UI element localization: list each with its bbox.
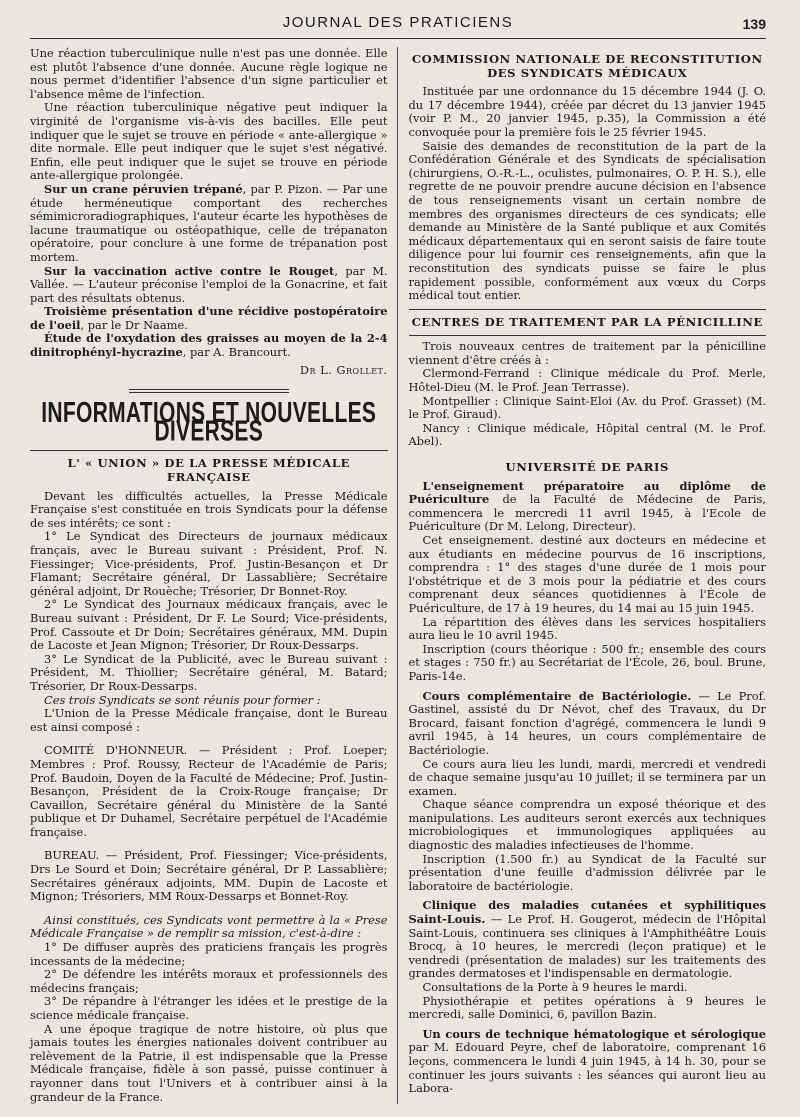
left-column <box>30 47 388 1104</box>
paragraph: Physiothérapie et petites opérations à 9 heures le mercredi, salle Dominici, 6, pavillon Bazin. <box>408 993 766 1022</box>
penicilline-heading: CENTRES DE TRAITEMENT PAR LA PÉNICILLINE <box>411 314 763 329</box>
paper-title: Sur la vaccination active contre le Rouget <box>44 263 335 278</box>
commission-heading: COMMISSION NATIONALE DE RECONSTITUTION DES SYNDICATS MÉDICAUX <box>411 52 763 80</box>
section-divider <box>129 389 289 393</box>
list-item: 1° De diffuser auprès des praticiens français les progrès incessants de la médecine; <box>30 940 388 968</box>
paper-title: Étude de l'oxydation des graisses au moyen de la 2-4 dinitrophényl-hycrazine <box>30 331 388 360</box>
section-title: INFORMATIONS ET NOUVELLES DIVERSES <box>41 397 377 448</box>
bureau-paragraph: BUREAU. — Président, Prof. Fiessinger; Vice-présidents, Drs Le Sourd et Doin; Secrétaire général, Dr P. Lassablière; Secrétaires généraux adjoints, MM. Dupin de Lacoste et Mignon; Trésoriers, MM Roux-Dessarps et Bonnet-Roy. <box>30 848 388 904</box>
signature: Dr L. Grollet. <box>299 362 388 377</box>
paragraph: 3° Le Syndicat de la Publicité, avec le Bureau suivant : Président, M. Thiollier; Secrétaire général, M. Batard; Trésorier, Dr Roux-Dessarps. <box>30 651 388 693</box>
paragraph: Devant les difficultés actuelles, la Presse Médicale Française s'est constituée en trois Syndicats pour la défense de ses intérêts; ce sont : <box>30 488 388 530</box>
right-column <box>407 47 767 1104</box>
paragraph: Une réaction tuberculinique négative peut indiquer la virginité de l'organisme vis-à-vis des bacilles. Elle peut indiquer que le sujet se trouve en période « ante-allergique » dite normale. Elle peut indiquer que le sujet s'est négativé. Enfin, elle peut indiquer que le sujet se trouve en période ante-allergique prolongée. <box>30 100 388 183</box>
paragraph: Cours complémentaire de Bactériologie. — Le Prof. Gastinel, assisté du Dr Névot, chef des Travaux, du Dr Brocard, faisant fonction d'agrégé, commencera le lundi 9 avril 1945, à 14 heures, un cours complémentaire de Bactériologie. <box>408 688 766 757</box>
column-divider <box>397 47 398 1104</box>
paragraph: Consultations de la Porte à 9 heures le mardi. <box>422 980 688 994</box>
paper-title: Sur un crane péruvien trépané <box>44 181 243 196</box>
paragraph: Cet enseignement. destiné aux docteurs en médecine et aux étudiants en médecine pourvus de 16 inscriptions, comprendra : 1° des stages d'une durée de 1 mois pour l'obstétrique et de 3 mois pour la pédiatrie et des cours comprenant deux séances quotidiennes à l'École de Puériculture, de 17 à 19 heures, du 14 mai au 15 juin 1945. <box>408 533 766 615</box>
universite-heading: UNIVERSITÉ DE PARIS <box>505 460 670 475</box>
list-item: 3° De répandre à l'étranger les idées et le prestige de la science médicale française. <box>30 994 388 1022</box>
paragraph: Clinique des maladies cutanées et syphilitiques Saint-Louis. — Le Prof. H. Gougerot, médecin de l'Hôpital Saint-Louis, continuera ses cliniques à l'Amphithéâtre Louis Brocq, à 10 heures, le mercredi (leçon pratique) et le vendredi (présentation de malades) sur les traitements des grandes dermatoses et l'indispensable en dermatologie. <box>408 898 766 981</box>
paper-entry: Étude de l'oxydation des graisses au moyen de la 2-4 dinitrophényl-hycrazine, par A. Brancourt. <box>30 331 388 360</box>
two-column-body <box>30 47 766 1104</box>
paragraph: L'Union de la Presse Médicale française, dont le Bureau est ainsi composé : <box>30 706 388 734</box>
paragraph: Clermond-Ferrand : Clinique médicale du Prof. Merle, Hôtel-Dieu (M. le Prof. Jean Terrasse). <box>408 366 766 395</box>
paragraph: L'enseignement préparatoire au diplôme de Puériculture de la Faculté de Médecine de Paris, commencera le mercredi 11 avril 1945, à l'Ecole de Puériculture (Dr M. Lelong, Directeur). <box>408 478 766 534</box>
heading-rule <box>409 335 767 336</box>
paper-entry: Sur la vaccination active contre le Rouget, par M. Vallée. — L'auteur préconise l'emploi de la Gonacrine, et fait part des résultats obtenus. <box>30 263 388 305</box>
paragraph: Nancy : Clinique médicale, Hôpital central (M. le Prof. Abel). <box>408 420 766 449</box>
journal-title: JOURNAL DES PRATICIENS <box>282 14 514 31</box>
paragraph: Ces trois Syndicats se sont réunis pour former : <box>44 692 321 707</box>
paragraph: Un cours de technique hématologique et sérologique par M. Edouard Peyre, chef de laboratoire, comprenant 16 leçons, commencera le lundi 4 juin 1945, à 14 h. 30, pour se continuer les jours suivants : les séances qui auront lieu au Labora- <box>408 1026 766 1096</box>
paper-entry: Sur un crane péruvien trépané, par P. Pizon. — Par une étude herméneutique comportant des recherches sémimicroradiographiques, l'auteur écarte les hypothèses de lacune traumatique ou ostéopathique, celle de trépanaton opératoire, pour conclure à une forme de trépanation post mortem. <box>30 181 388 264</box>
union-heading: L' « UNION » DE LA PRESSE MÉDICALE FRANÇAISE <box>67 456 351 485</box>
paragraph: Trois nouveaux centres de traitement par la pénicilline viennent d'être créés à : <box>408 339 766 367</box>
paragraph: Saisie des demandes de reconstitution de la part de la Confédération Générale et des Syndicats de spécialisation (chirurgiens, O.-R.-L., oculistes, pulmonaires, O. P. H. S.), elle regrette de ne pouvoir prendre aucune décision en l'absence de tous renseignements visant un certain nombre de membres des organismes directeurs de ces syndicats; elle demande au Ministère de la Santé publique et aux Comités médicaux départementaux qui en seront saisis de faire toute diligence pour lui fournir ces renseignements, afin que la reconstitution des syndicats puisse se faire le plus rapidement possible, conformément aux vœux du Corps médical tout entier. <box>408 138 766 303</box>
heading-rule <box>30 450 388 451</box>
paragraph: Inscription (cours théorique : 500 fr.; ensemble des cours et stages : 750 fr.) au Secrétariat de l'École, 26, boul. Brune, Paris-14e. <box>408 641 766 683</box>
page-number: 139 <box>742 16 766 32</box>
closing-paragraph: A une époque tragique de notre histoire, où plus que jamais toutes les énergies nationales doivent contribuer au relèvement de la Patrie, il est indispensable que la Presse Médicale française, fidèle à son passé, puisse continuer à rayonner dans tout l'Univers et à contribuer ainsi à la grandeur de la France. <box>30 1021 388 1104</box>
heading-rule <box>409 309 767 310</box>
running-header <box>30 14 766 39</box>
paragraph: Chaque séance comprendra un exposé théorique et des manipulations. Les auditeurs seront exercés aux techniques microbiologiques et immunologiques appliquées au diagnostic des maladies infectieuses de l'homme. <box>408 797 766 853</box>
paragraph: Inscription (1.500 fr.) au Syndicat de la Faculté sur présentation d'une feuille d'admission délivrée par le laboratoire de bactériologie. <box>408 851 766 893</box>
paragraph: La répartition des élèves dans les services hospitaliers aura lieu le 10 avril 1945. <box>408 614 766 643</box>
paragraph: 2° Le Syndicat des Journaux médicaux français, avec le Bureau suivant : Président, Dr F. Le Sourd; Vice-présidents, Prof. Cassoute et Dr Doin; Secrétaires généraux, MM. Dupin de Lacoste et Jean Mignon; Trésorier, Dr Roux-Dessarps. <box>30 597 388 653</box>
paragraph: Ce cours aura lieu les lundi, mardi, mercredi et vendredi de chaque semaine jusqu'au 10 juillet; il se terminera par un examen. <box>408 756 766 798</box>
list-item: 2° De défendre les intérêts moraux et professionnels des médecins français; <box>30 967 388 995</box>
comite-paragraph: COMITÉ D'HONNEUR. — Président : Prof. Loeper; Membres : Prof. Roussy, Recteur de l'Académie de Paris; Prof. Baudoin, Doyen de la Faculté de Médecine; Prof. Justin-Besançon, Président de la Croix-Rouge française; Dr Cavaillon, Secrétaire général du Ministère de la Santé publique et Dr Duhamel, Secrétaire perpétuel de l'Académie française. <box>30 743 388 839</box>
paragraph: Une réaction tuberculinique nulle n'est pas une donnée. Elle est plutôt l'absence d'une donnée. Aucune règle logique ne nous permet d'identifier l'absence d'un signe particulier et l'absence même de l'infection. <box>30 46 388 101</box>
paper-entry: Troisième présentation d'une récidive postopératoire de l'oeil, par le Dr Naame. <box>30 304 388 332</box>
paragraph: Montpellier : Clinique Saint-Eloi (Av. du Prof. Grasset) (M. le Prof. Giraud). <box>408 393 766 422</box>
paragraph: Instituée par une ordonnance du 15 décembre 1944 (J. O. du 17 décembre 1944), créée par décret du 13 janvier 1945 (voir P. M., 20 janvier 1945, p.35), la Commission a été convoquée pour la première fois le 25 février 1945. <box>408 84 766 139</box>
mission-list <box>30 941 388 1023</box>
paragraph: 1° Le Syndicat des Directeurs de journaux médicaux français, avec le Bureau suivant : Président, Prof. N. Fiessinger; Vice-présidents, Prof. Justin-Besançon et Dr Flamant; Secrétaire général, Dr Lassablière; Secrétaire général adjoint, Dr Rouèche; Trésorier, Dr Bonnet-Roy. <box>30 529 388 598</box>
paragraph: Ainsi constitués, ces Syndicats vont permettre à la « Prese Médicale Française » de remplir sa mission, c'est-à-dire : <box>30 912 388 941</box>
paper-title: Troisième présentation d'une récidive postopératoire de l'oeil <box>30 304 388 332</box>
